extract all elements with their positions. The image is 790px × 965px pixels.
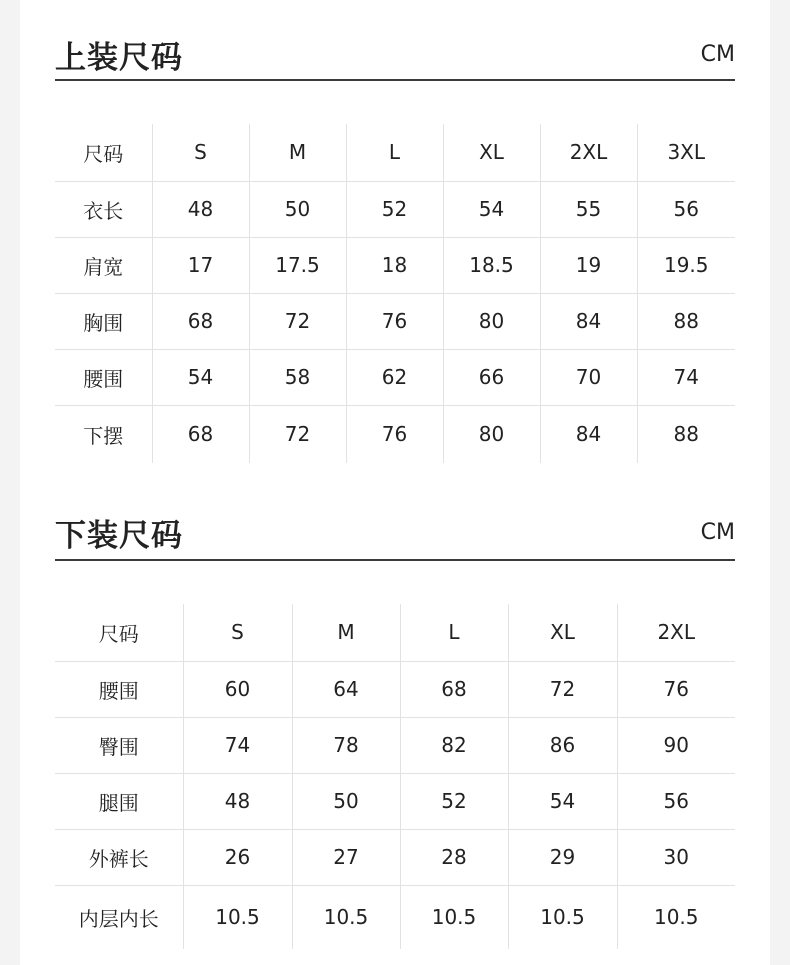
bottoms-value-cell: 10.5	[508, 885, 617, 949]
bottoms-table-row	[55, 829, 735, 885]
bottoms-size-section	[55, 488, 735, 949]
tops-value-cell: 84	[540, 405, 637, 463]
bottoms-value-cell: 10.5	[653, 905, 699, 930]
bottoms-size-header-cell: S	[183, 604, 292, 661]
bottoms-value-cell: 74	[183, 717, 292, 773]
tops-header-label-cell: 尺码	[55, 124, 152, 181]
tops-value-cell: 72	[249, 405, 346, 463]
bottoms-value-cell: 26	[183, 829, 292, 885]
tops-table-row	[55, 293, 735, 349]
bottoms-table-row	[55, 773, 735, 829]
tops-size-header-cell: S	[152, 124, 249, 181]
tops-value-cell: 70	[540, 349, 637, 405]
tops-value-cell: 88	[637, 293, 735, 349]
tops-value-cell: 55	[540, 181, 637, 237]
tops-unit-label: CM	[700, 42, 735, 67]
tops-value-cell: 18	[346, 237, 443, 293]
tops-value-cell: 72	[249, 293, 346, 349]
tops-table-row	[55, 349, 735, 405]
tops-section-header	[55, 0, 735, 81]
tops-value-cell: 80	[443, 293, 540, 349]
tops-value-cell: 84	[540, 293, 637, 349]
tops-size-header-cell: XL	[443, 124, 540, 181]
tops-table-row	[55, 405, 735, 463]
bottoms-value-cell: 82	[400, 717, 508, 773]
tops-value-cell: 56	[637, 181, 735, 237]
bottoms-section-header	[55, 488, 735, 561]
bottoms-header-row	[55, 604, 735, 661]
tops-measurement-label-cell: 胸围	[55, 293, 152, 349]
tops-value-cell: 68	[152, 293, 249, 349]
bottoms-measurement-label-cell: 外裤长	[55, 829, 183, 885]
tops-size-header-cell: 2XL	[540, 124, 637, 181]
tops-value-cell: 68	[152, 405, 249, 463]
tops-section-title: 上装尺码	[55, 40, 183, 76]
bottoms-value-cell: 78	[292, 717, 400, 773]
bottoms-value-cell: 48	[183, 773, 292, 829]
tops-size-table	[55, 124, 735, 463]
bottoms-value-cell: 54	[508, 773, 617, 829]
bottoms-value-cell: 50	[292, 773, 400, 829]
bottoms-value-cell: 10.5	[292, 885, 400, 949]
bottoms-measurement-label-cell: 内层内长	[55, 885, 183, 949]
bottoms-size-header-cell: L	[400, 604, 508, 661]
tops-measurement-label-cell: 腰围	[55, 349, 152, 405]
bottoms-value-cell: 72	[508, 661, 617, 717]
bottoms-unit-label: CM	[700, 520, 735, 545]
tops-value-cell: 17	[152, 237, 249, 293]
tops-value-cell: 19	[540, 237, 637, 293]
bottoms-value-cell: 28	[400, 829, 508, 885]
bottoms-value-cell: 76	[617, 661, 735, 717]
bottoms-value-cell: 10.5	[400, 885, 508, 949]
tops-size-header-cell: M	[249, 124, 346, 181]
tops-value-cell: 74	[637, 349, 735, 405]
tops-value-cell: 88	[673, 422, 699, 447]
size-chart-page	[20, 0, 770, 965]
bottoms-table-row	[55, 717, 735, 773]
tops-size-header-cell: 3XL	[637, 124, 735, 181]
bottoms-value-cell: 56	[617, 773, 735, 829]
tops-measurement-label-cell: 下摆	[55, 405, 152, 463]
tops-table-row	[55, 181, 735, 237]
bottoms-value-cell: 29	[508, 829, 617, 885]
tops-value-cell: 80	[443, 405, 540, 463]
tops-value-cell: 76	[346, 405, 443, 463]
bottoms-value-cell: 64	[292, 661, 400, 717]
tops-measurement-label-cell: 肩宽	[55, 237, 152, 293]
tops-table-row	[55, 237, 735, 293]
tops-value-cell: 48	[152, 181, 249, 237]
bottoms-measurement-label-cell: 腿围	[55, 773, 183, 829]
tops-value-cell: 58	[249, 349, 346, 405]
bottoms-value-cell: 30	[617, 829, 735, 885]
bottoms-value-cell: 90	[617, 717, 735, 773]
tops-value-cell: 66	[443, 349, 540, 405]
bottoms-table-row	[55, 885, 735, 949]
bottoms-size-header-cell: M	[292, 604, 400, 661]
bottoms-section-title: 下装尺码	[55, 518, 183, 554]
bottoms-size-header-cell: 2XL	[617, 604, 735, 661]
tops-value-cell: 17.5	[249, 237, 346, 293]
tops-size-header-cell: L	[346, 124, 443, 181]
tops-value-cell: 50	[249, 181, 346, 237]
tops-measurement-label-cell: 衣长	[55, 181, 152, 237]
tops-value-cell: 52	[346, 181, 443, 237]
bottoms-size-table	[55, 604, 735, 949]
bottoms-size-header-cell: XL	[508, 604, 617, 661]
tops-value-cell: 62	[346, 349, 443, 405]
bottoms-value-cell: 52	[400, 773, 508, 829]
tops-value-cell: 76	[346, 293, 443, 349]
bottoms-value-cell: 60	[183, 661, 292, 717]
bottoms-header-label-cell: 尺码	[55, 604, 183, 661]
tops-value-cell: 19.5	[637, 237, 735, 293]
bottoms-value-cell: 68	[400, 661, 508, 717]
bottoms-measurement-label-cell: 臀围	[55, 717, 183, 773]
tops-value-cell: 54	[443, 181, 540, 237]
tops-header-row	[55, 124, 735, 181]
tops-size-section	[55, 0, 735, 463]
bottoms-table-row	[55, 661, 735, 717]
bottoms-value-cell: 10.5	[183, 885, 292, 949]
bottoms-value-cell: 27	[292, 829, 400, 885]
tops-value-cell: 18.5	[443, 237, 540, 293]
bottoms-measurement-label-cell: 腰围	[55, 661, 183, 717]
bottoms-value-cell: 86	[508, 717, 617, 773]
tops-value-cell: 54	[152, 349, 249, 405]
